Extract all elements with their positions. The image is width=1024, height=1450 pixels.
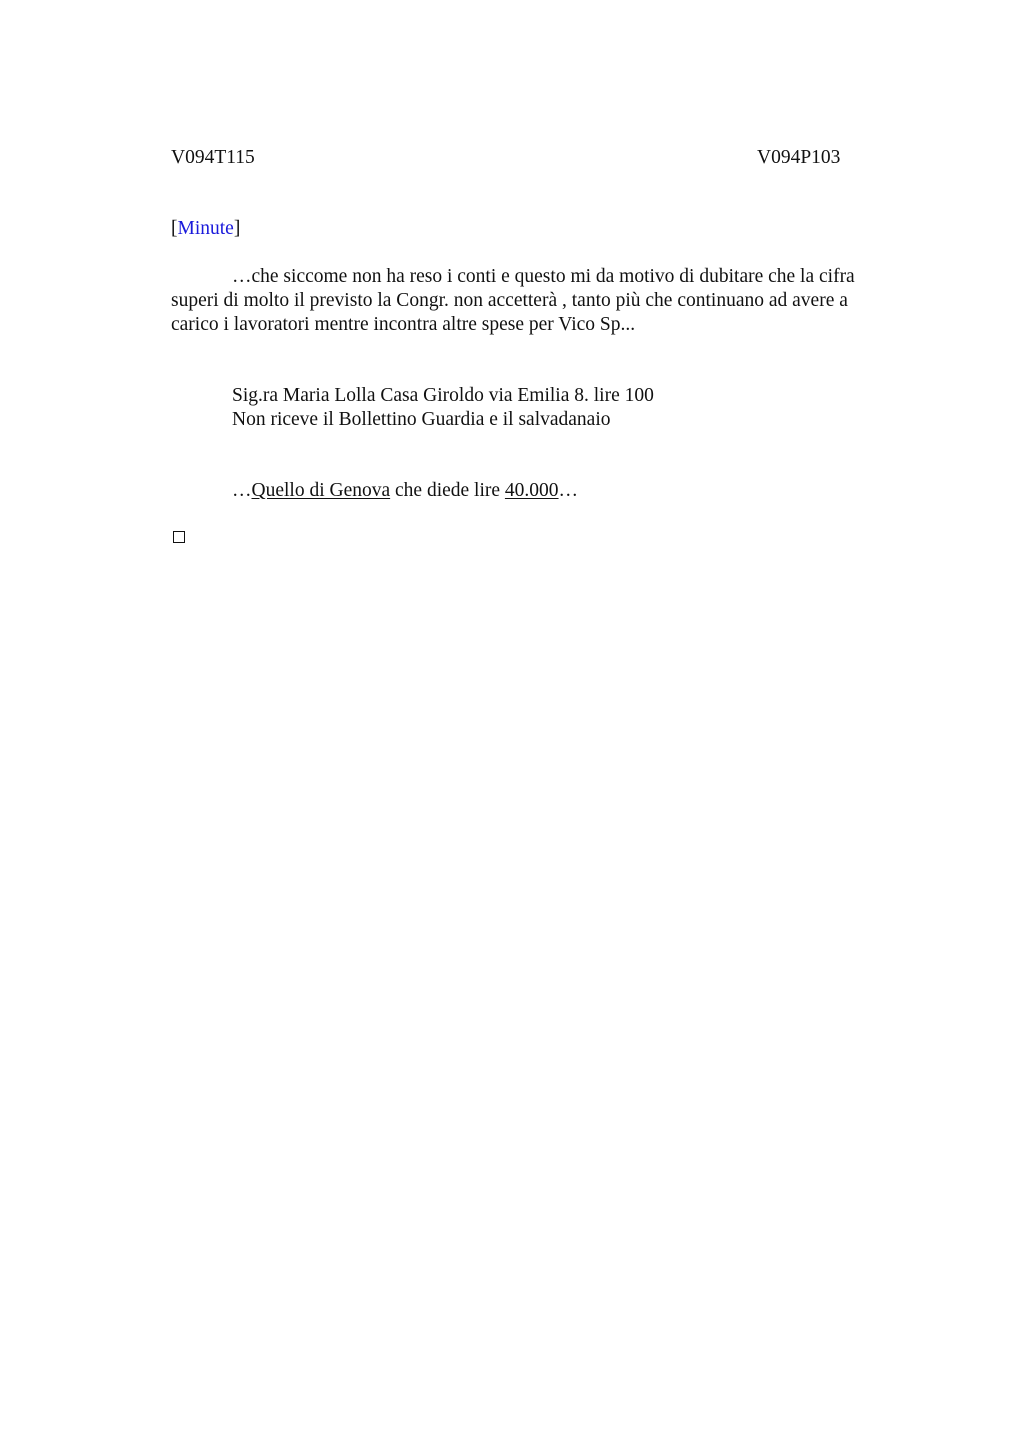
paragraph-line: superi di molto il previsto la Congr. non accetterà , tanto più che continuano ad avere a <box>171 290 848 311</box>
donor-line: Sig.ra Maria Lolla Casa Giroldo via Emilia 8. lire 100 <box>232 385 654 406</box>
underlined-place: Quello di Genova <box>251 480 391 501</box>
ellipsis-end: … <box>558 480 579 501</box>
empty-checkbox[interactable] <box>173 531 185 543</box>
close-bracket: ] <box>233 218 241 239</box>
paragraph-genova <box>232 479 578 503</box>
donor-entry <box>232 384 654 432</box>
minute-link[interactable]: Minute <box>177 218 234 239</box>
document-code-right: V094P103 <box>757 147 841 168</box>
paragraph-line: carico i lavoratori mentre incontra altre spese per Vico Sp... <box>171 314 636 335</box>
minute-label <box>171 217 240 241</box>
open-bracket: [ <box>171 218 178 239</box>
ellipsis-start: … <box>232 480 252 501</box>
document-code-left: V094T115 <box>171 147 255 168</box>
underlined-amount: 40.000 <box>504 480 559 501</box>
donor-note: Non riceve il Bollettino Guardia e il salvadanaio <box>232 409 611 430</box>
paragraph-line: …che siccome non ha reso i conti e questo mi da motivo di dubitare che la cifra <box>232 266 855 287</box>
paragraph-text: che diede lire <box>390 480 505 501</box>
paragraph-accounts <box>171 265 911 337</box>
